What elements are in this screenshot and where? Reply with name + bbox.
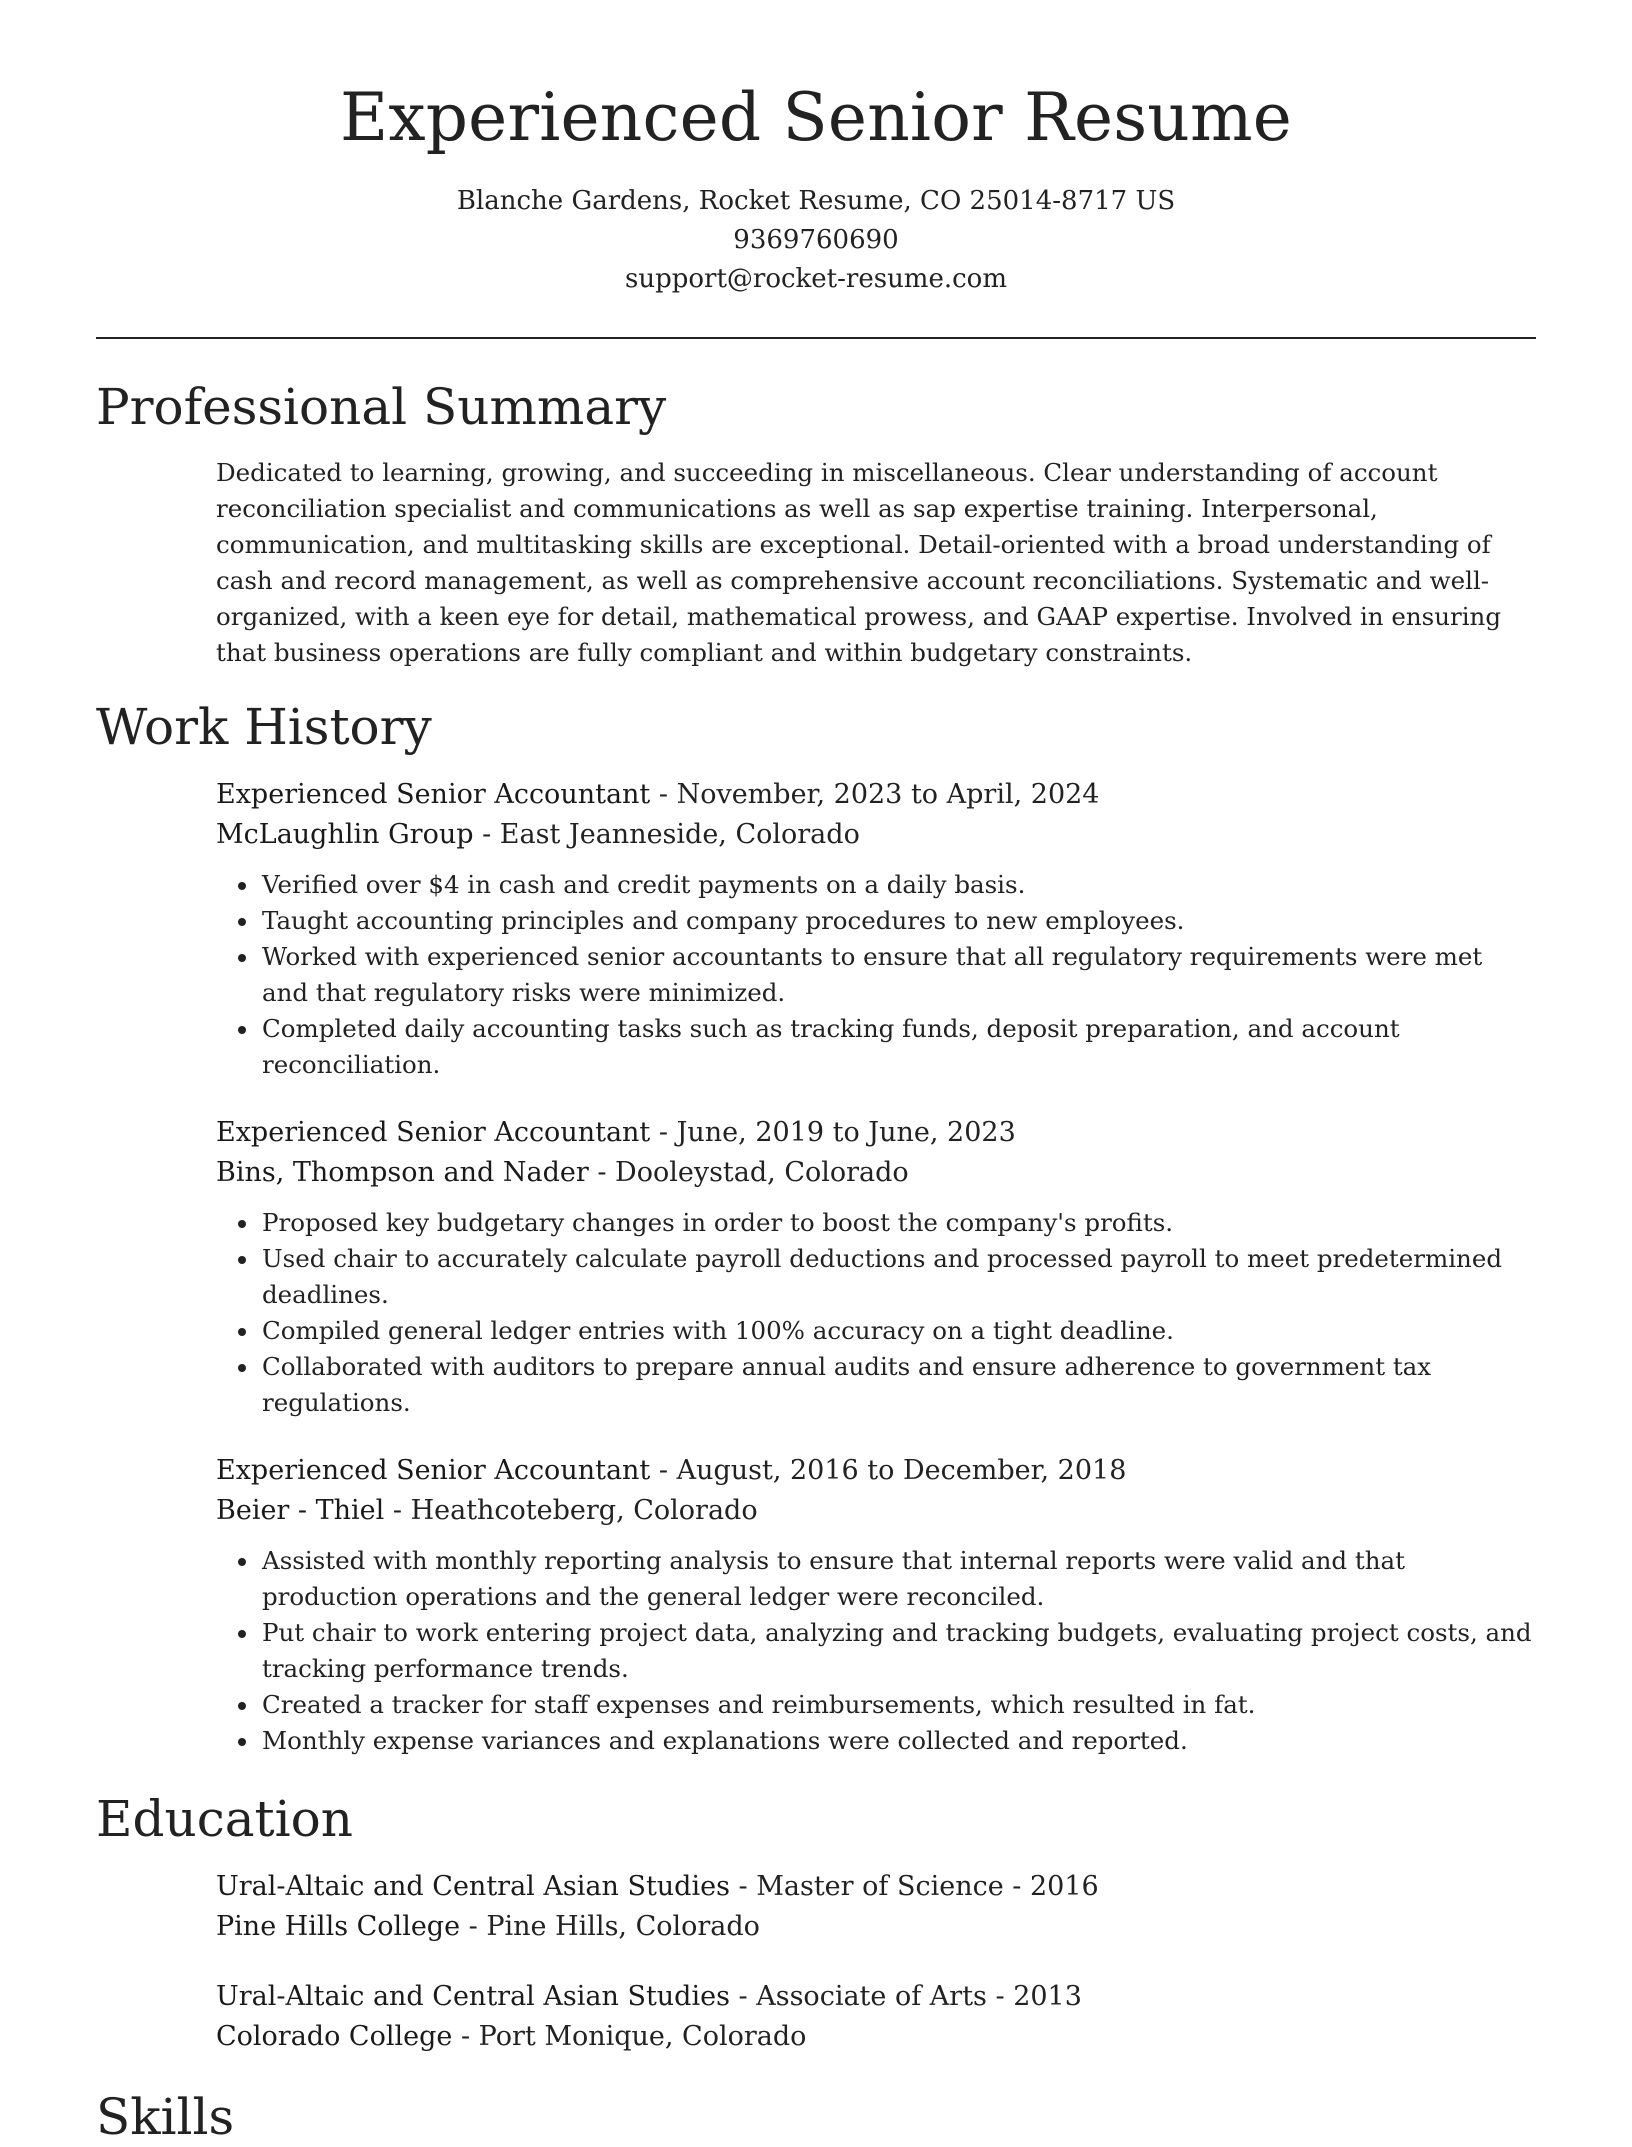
education-entry [216,1867,1536,1947]
job-bullets [216,1543,1536,1759]
job-bullet: • Compiled general ledger entries with 100% accuracy on a tight deadline. [260,1313,1536,1349]
job-bullet: • Taught accounting principles and company procedures to new employees. [260,903,1536,939]
summary-section [96,377,1536,671]
job-location: - East Jeanneside, Colorado [473,818,860,850]
job-title-line [216,775,1536,815]
job-location: - Heathcoteberg, Colorado [384,1494,758,1526]
job-company: Beier - Thiel [216,1494,385,1526]
skills-title: Skills [96,2087,235,2146]
job-bullet: • Monthly expense variances and explanations were collected and reported. [260,1723,1536,1759]
education-title: Education [96,1789,353,1848]
work-history-title: Work History [96,697,432,756]
summary-title: Professional Summary [96,377,667,436]
education-field: Ural-Altaic and Central Asian Studies [216,1980,730,2012]
skills-section [96,2087,1536,2147]
education-year: - 2013 [986,1980,1082,2012]
education-degree-line [216,1977,1536,2017]
education-degree: - Associate of Arts [729,1980,987,2012]
education-school-line [216,1907,1536,1947]
job-dates: - August, 2016 to December, 2018 [650,1454,1127,1486]
job-title-line [216,1451,1536,1491]
job-company-line [216,1153,1536,1193]
job-company: McLaughlin Group [216,818,474,850]
resume-header [96,80,1536,299]
job-dates: - November, 2023 to April, 2024 [650,778,1100,810]
job-bullet: • Completed daily accounting tasks such as tracking funds, deposit preparation, and account reconciliation. [260,1011,1536,1083]
candidate-name: Experienced Senior Resume [339,79,1293,156]
job-company-line [216,815,1536,855]
job-entry [216,775,1536,1083]
job-bullets [216,1205,1536,1421]
job-role: Experienced Senior Accountant [216,1454,651,1486]
education-location: - Port Monique, Colorado [452,2020,807,2052]
job-title-line [216,1113,1536,1153]
education-location: - Pine Hills, Colorado [460,1910,760,1942]
job-location: - Dooleystad, Colorado [588,1156,909,1188]
job-bullet: • Verified over $4 in cash and credit payments on a daily basis. [260,867,1536,903]
job-bullet: • Created a tracker for staff expenses and reimbursements, which resulted in fat. [260,1687,1536,1723]
education-field: Ural-Altaic and Central Asian Studies [216,1870,730,1902]
job-bullet: • Put chair to work entering project data, analyzing and tracking budgets, evaluating project costs, and tracking performance trends. [260,1615,1536,1687]
education-section [96,1789,1536,2057]
job-dates: - June, 2019 to June, 2023 [650,1116,1016,1148]
education-degree: - Master of Science [729,1870,1004,1902]
job-role: Experienced Senior Accountant [216,778,651,810]
education-degree-line [216,1867,1536,1907]
job-company: Bins, Thompson and Nader [216,1156,589,1188]
job-bullet: • Worked with experienced senior accountants to ensure that all regulatory requirements were met and that regulatory risks were minimized. [260,939,1536,1011]
education-school: Colorado College [216,2020,453,2052]
job-bullet: • Proposed key budgetary changes in order to boost the company's profits. [260,1205,1536,1241]
job-bullet: • Collaborated with auditors to prepare annual audits and ensure adherence to government tax regulations. [260,1349,1536,1421]
summary-text: Dedicated to learning, growing, and succeeding in miscellaneous. Clear understanding of account reconciliation specialist and communications as well as sap expertise training. Interpersonal, communication, and multitasking skills are exceptional. Detail-oriented with a broad understanding of cash and record management, as well as comprehensive account reconciliations. Systematic and well-organized, with a keen eye for detail, mathematical prowess, and GAAP expertise. Involved in ensuring that business operations are fully compliant and within budgetary constraints. [216,457,1502,667]
contact-email: support@rocket-resume.com [624,263,1007,294]
job-bullets [216,867,1536,1083]
job-role: Experienced Senior Accountant [216,1116,651,1148]
job-bullet: • Used chair to accurately calculate payroll deductions and processed payroll to meet predetermined deadlines. [260,1241,1536,1313]
education-school: Pine Hills College [216,1910,461,1942]
contact-phone: 9369760690 [733,224,899,255]
education-year: - 2016 [1003,1870,1099,1902]
job-entry [216,1451,1536,1759]
job-entry [216,1113,1536,1421]
job-company-line [216,1491,1536,1531]
job-bullet: • Assisted with monthly reporting analysis to ensure that internal reports were valid and that production operations and the general ledger were reconciled. [260,1543,1536,1615]
header-divider [96,337,1536,339]
work-history-section [96,697,1536,1759]
education-entry [216,1977,1536,2057]
education-school-line [216,2017,1536,2057]
contact-address: Blanche Gardens, Rocket Resume, CO 25014-8717 US [456,185,1176,216]
